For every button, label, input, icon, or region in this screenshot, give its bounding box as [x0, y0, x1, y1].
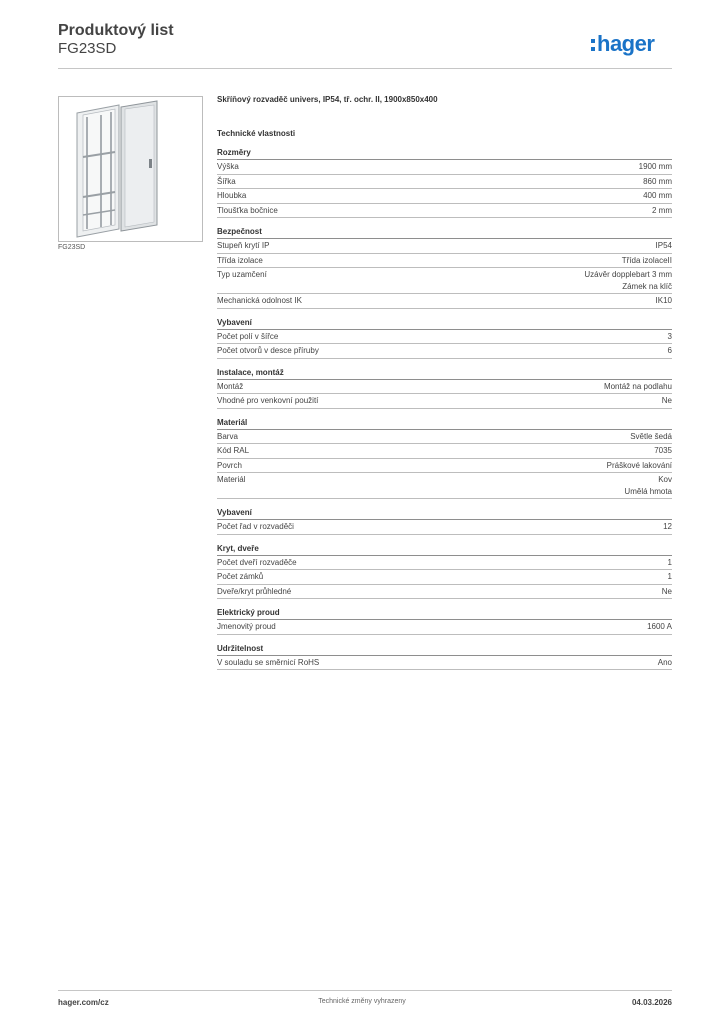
spec-value-line: IP54 — [655, 241, 672, 250]
footer-notice: Technické změny vyhrazeny — [318, 998, 406, 1005]
spec-value-line: Uzávěr dopplebart 3 mm — [584, 270, 672, 279]
spec-value-line: Zámek na klíč — [622, 281, 672, 291]
spec-value-line: Kov — [658, 475, 672, 484]
spec-label: Počet zámků — [217, 572, 264, 581]
spec-section — [217, 147, 672, 218]
section-title: Vybavení — [217, 317, 672, 330]
image-caption: FG23SD — [58, 244, 86, 251]
spec-value-line: IK10 — [655, 296, 672, 305]
spec-row — [217, 175, 672, 190]
spec-label: Dveře/kryt průhledné — [217, 586, 292, 596]
spec-label: Tloušťka bočnice — [217, 205, 278, 215]
spec-label: Počet otvorů v desce příruby — [217, 346, 319, 355]
spec-label: Mechanická odolnost IK — [217, 296, 302, 305]
product-code: FG23SD — [58, 40, 117, 57]
spec-section — [217, 417, 672, 500]
technical-heading: Technické vlastnosti — [217, 129, 296, 138]
section-title: Rozměry — [217, 147, 672, 160]
section-title: Elektrický proud — [217, 607, 672, 620]
product-image — [58, 96, 203, 242]
spec-row — [217, 294, 672, 309]
product-description: Skříňový rozvaděč univers, IP54, tř. ochr. II, 1900x850x400 — [217, 95, 438, 104]
spec-section — [217, 226, 672, 309]
spec-label: Stupeň krytí IP — [217, 241, 270, 250]
spec-value-line: 1 — [667, 557, 672, 567]
spec-label: Kód RAL — [217, 446, 250, 455]
section-title: Instalace, montáž — [217, 367, 672, 380]
svg-text:hager: hager — [597, 31, 655, 56]
cabinet-illustration — [59, 97, 202, 241]
spec-value — [656, 240, 672, 252]
spec-value — [584, 269, 672, 292]
section-title: Udržitelnost — [217, 643, 672, 656]
spec-section — [217, 607, 672, 635]
spec-label: Montáž — [217, 381, 244, 391]
spec-row — [217, 394, 672, 409]
spec-value-line: Ne — [661, 586, 672, 596]
spec-row — [217, 656, 672, 671]
spec-row — [217, 585, 672, 600]
spec-value-line: 3 — [667, 331, 672, 341]
product-content — [217, 95, 672, 670]
spec-label: Vhodné pro venkovní použití — [217, 396, 319, 405]
spec-value — [643, 176, 672, 188]
spec-value-line: Ne — [661, 396, 672, 405]
spec-label: Materiál — [217, 475, 246, 484]
spec-row — [217, 254, 672, 269]
spec-label: V souladu se směrnicí RoHS — [217, 657, 320, 667]
spec-label: Typ uzamčení — [217, 270, 267, 279]
spec-value — [663, 521, 672, 533]
spec-row — [217, 268, 672, 294]
spec-label: Počet řad v rozvaděči — [217, 522, 294, 531]
spec-value-line: Ano — [657, 657, 672, 667]
spec-row — [217, 430, 672, 445]
spec-value-line: Montáž na podlahu — [603, 381, 672, 391]
section-title: Vybavení — [217, 507, 672, 520]
spec-value-line: 860 mm — [643, 176, 672, 186]
section-title: Materiál — [217, 417, 672, 430]
spec-row — [217, 344, 672, 359]
spec-row — [217, 330, 672, 345]
footer-website[interactable]: hager.com/cz — [58, 998, 109, 1007]
spec-label: Výška — [217, 162, 239, 171]
section-title: Kryt, dveře — [217, 543, 672, 556]
spec-label: Hloubka — [217, 191, 247, 200]
spec-row — [217, 239, 672, 254]
spec-value-line: 400 mm — [643, 191, 672, 200]
spec-value — [658, 657, 672, 669]
spec-value — [668, 557, 672, 569]
spec-value-line: 6 — [667, 346, 672, 355]
spec-row — [217, 160, 672, 175]
footer-divider — [58, 990, 672, 991]
spec-value-line: 1900 mm — [638, 162, 672, 171]
spec-value-line: 7035 — [654, 446, 672, 455]
spec-value — [647, 621, 672, 633]
spec-section — [217, 317, 672, 359]
spec-value — [652, 205, 672, 217]
spec-value — [656, 295, 672, 307]
spec-value — [604, 381, 672, 393]
page-title: Produktový list — [58, 22, 174, 39]
footer-date: 04.03.2026 — [631, 998, 672, 1007]
spec-row — [217, 570, 672, 585]
spec-label: Barva — [217, 431, 238, 441]
spec-row — [217, 556, 672, 571]
spec-label: Povrch — [217, 460, 242, 470]
spec-value-line: 1600 A — [647, 622, 672, 631]
spec-row — [217, 444, 672, 459]
spec-value-line: Třída izolaceII — [621, 255, 672, 265]
spec-row — [217, 204, 672, 219]
spec-section — [217, 367, 672, 409]
spec-row — [217, 620, 672, 635]
spec-value — [668, 345, 672, 357]
spec-value — [639, 161, 672, 173]
spec-row — [217, 520, 672, 535]
spec-value-line: 2 mm — [652, 205, 672, 215]
spec-row — [217, 473, 672, 499]
spec-value-line: 1 — [667, 572, 672, 581]
spec-label: Počet polí v šířce — [217, 331, 279, 341]
spec-value — [668, 571, 672, 583]
spec-section — [217, 543, 672, 600]
spec-row — [217, 380, 672, 395]
spec-sections — [217, 147, 672, 670]
spec-label: Šířka — [217, 176, 236, 186]
spec-value — [643, 190, 672, 202]
spec-value-line: Práškové lakování — [606, 460, 672, 470]
spec-value — [624, 474, 672, 497]
spec-label: Třída izolace — [217, 255, 263, 265]
spec-section — [217, 643, 672, 671]
spec-value-line: 12 — [663, 522, 672, 531]
spec-row — [217, 459, 672, 474]
hager-logo — [590, 30, 674, 58]
spec-value-line: Umělá hmota — [624, 486, 672, 496]
spec-value — [622, 255, 672, 267]
spec-row — [217, 189, 672, 204]
spec-value — [668, 331, 672, 343]
spec-value — [662, 586, 672, 598]
section-title: Bezpečnost — [217, 226, 672, 239]
spec-value — [662, 395, 672, 407]
header-divider — [58, 68, 672, 69]
spec-value — [607, 460, 672, 472]
spec-label: Jmenovitý proud — [217, 622, 276, 631]
spec-section — [217, 507, 672, 535]
spec-value — [654, 445, 672, 457]
spec-value — [630, 431, 672, 443]
spec-value-line: Světle šedá — [630, 431, 672, 441]
spec-label: Počet dveří rozvaděče — [217, 557, 297, 567]
